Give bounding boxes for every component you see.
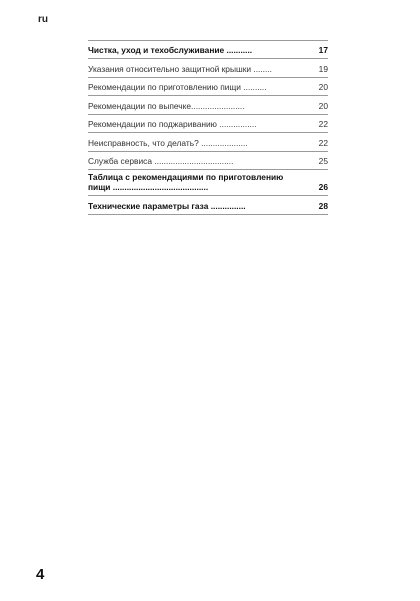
toc-entry-title: Рекомендации по поджариванию ................: [88, 119, 257, 129]
toc-entry-page: 20: [318, 82, 328, 92]
toc-entry-page: 22: [318, 119, 328, 129]
page-number: 4: [36, 566, 45, 583]
toc-entry-roasting-tips[interactable]: [88, 115, 328, 134]
toc-entry-page: 17: [318, 45, 328, 55]
toc-entry-service[interactable]: [88, 152, 328, 171]
toc-entry-title: Рекомендации по приготовлению пищи ..........: [88, 82, 267, 92]
toc-entry-title: Неисправность, что делать? ....................: [88, 137, 248, 148]
toc-entry-cover[interactable]: [88, 59, 328, 78]
toc-entry-cleaning[interactable]: [88, 40, 328, 59]
toc-entry-page: 22: [318, 137, 328, 148]
table-of-contents: [88, 40, 328, 215]
toc-entry-title: Рекомендации по выпечке.......................: [88, 100, 245, 111]
toc-entry-page: 26: [318, 182, 328, 192]
toc-entry-title: Таблица с рекомендациями по приготовлению пищи .........................................: [88, 172, 284, 192]
toc-entry-title: Технические параметры газа ...............: [88, 200, 246, 211]
toc-entry-title: Указания относительно защитной крышки ........: [88, 63, 272, 74]
toc-entry-page: 28: [318, 200, 328, 211]
toc-entry-page: 20: [318, 100, 328, 111]
language-code: ru: [38, 14, 48, 25]
toc-entry-troubleshooting[interactable]: [88, 133, 328, 152]
toc-entry-page: 25: [318, 156, 328, 166]
toc-entry-title: Чистка, уход и техобслуживание ...........: [88, 45, 253, 55]
toc-entry-page: 19: [318, 63, 328, 74]
toc-entry-baking-tips[interactable]: [88, 96, 328, 115]
toc-entry-cooking-tips[interactable]: [88, 78, 328, 97]
toc-entry-recommendation-table[interactable]: [88, 170, 328, 196]
toc-entry-title: Служба сервиса ..................................: [88, 156, 234, 166]
toc-entry-gas-parameters[interactable]: [88, 196, 328, 215]
